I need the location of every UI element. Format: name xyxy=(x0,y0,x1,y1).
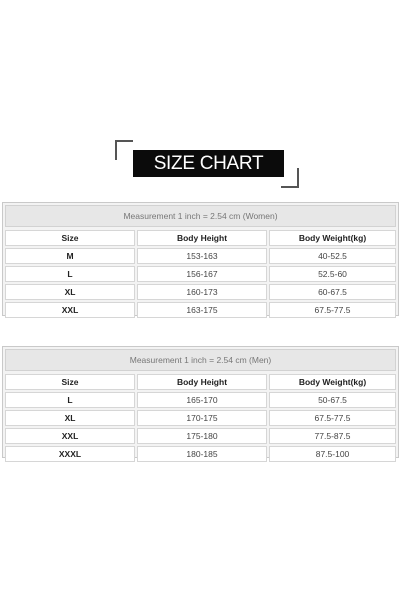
size-cell: XXL xyxy=(5,302,135,318)
table-row xyxy=(5,446,396,462)
weight-cell: 52.5-60 xyxy=(269,266,396,282)
table-row xyxy=(5,428,396,444)
weight-cell: 77.5-87.5 xyxy=(269,428,396,444)
header-body-height: Body Height xyxy=(137,374,267,390)
header-body-weight: Body Weight(kg) xyxy=(269,230,396,246)
table-header-row xyxy=(5,374,396,390)
women-measurement-note: Measurement 1 inch = 2.54 cm (Women) xyxy=(5,205,396,227)
size-cell: XXL xyxy=(5,428,135,444)
height-cell: 160-173 xyxy=(137,284,267,300)
weight-cell: 60-67.5 xyxy=(269,284,396,300)
men-size-table xyxy=(2,346,399,458)
table-row xyxy=(5,410,396,426)
table-row xyxy=(5,266,396,282)
weight-cell: 67.5-77.5 xyxy=(269,302,396,318)
size-cell: XXXL xyxy=(5,446,135,462)
size-cell: L xyxy=(5,392,135,408)
weight-cell: 67.5-77.5 xyxy=(269,410,396,426)
header-size: Size xyxy=(5,374,135,390)
height-cell: 170-175 xyxy=(137,410,267,426)
table-row xyxy=(5,248,396,264)
size-cell: M xyxy=(5,248,135,264)
women-size-table xyxy=(2,202,399,316)
weight-cell: 50-67.5 xyxy=(269,392,396,408)
header-body-height: Body Height xyxy=(137,230,267,246)
table-row xyxy=(5,284,396,300)
height-cell: 153-163 xyxy=(137,248,267,264)
header-body-weight: Body Weight(kg) xyxy=(269,374,396,390)
weight-cell: 87.5-100 xyxy=(269,446,396,462)
men-measurement-note: Measurement 1 inch = 2.54 cm (Men) xyxy=(5,349,396,371)
table-header-row xyxy=(5,230,396,246)
size-chart-title: SIZE CHART xyxy=(133,150,284,177)
height-cell: 163-175 xyxy=(137,302,267,318)
height-cell: 180-185 xyxy=(137,446,267,462)
height-cell: 165-170 xyxy=(137,392,267,408)
header-size: Size xyxy=(5,230,135,246)
corner-bracket-bottom-right xyxy=(281,168,299,188)
size-cell: XL xyxy=(5,284,135,300)
height-cell: 175-180 xyxy=(137,428,267,444)
size-cell: L xyxy=(5,266,135,282)
weight-cell: 40-52.5 xyxy=(269,248,396,264)
title-frame xyxy=(115,140,299,188)
table-row xyxy=(5,392,396,408)
table-row xyxy=(5,302,396,318)
height-cell: 156-167 xyxy=(137,266,267,282)
corner-bracket-top-left xyxy=(115,140,133,160)
size-cell: XL xyxy=(5,410,135,426)
